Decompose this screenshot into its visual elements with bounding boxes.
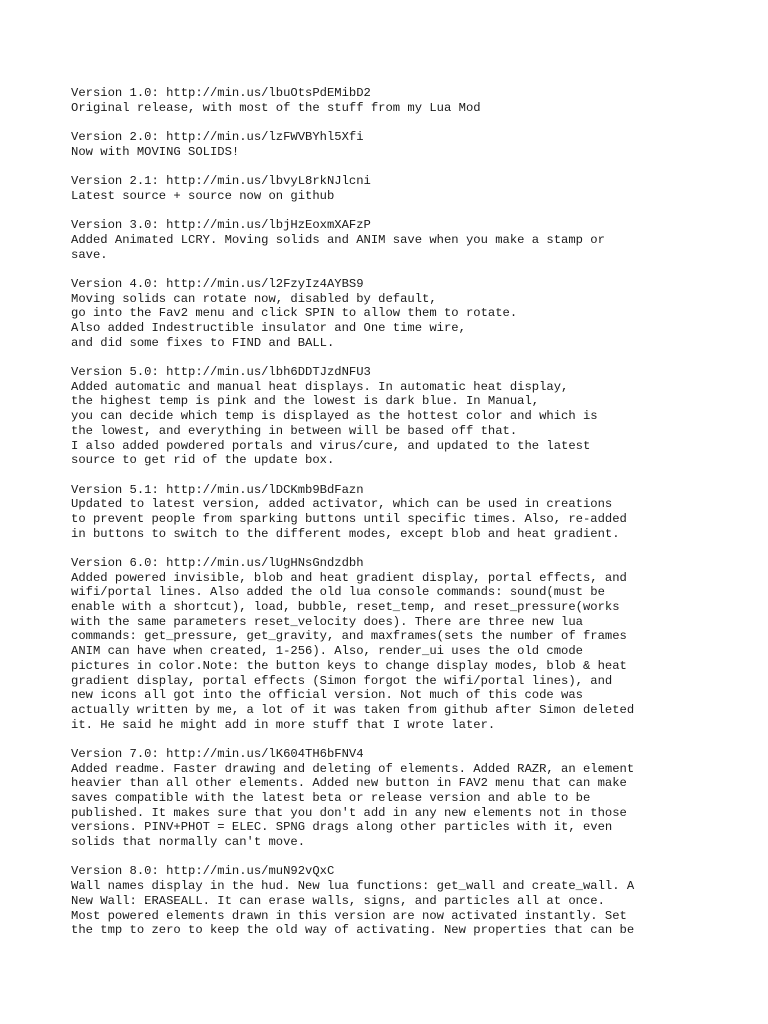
version-entry-4-0 — [71, 277, 711, 350]
description-line: save. — [71, 247, 108, 262]
description-line: source to get rid of the update box. — [71, 453, 335, 468]
description-line: it. He said he might add in more stuff that I wrote later. — [71, 717, 496, 732]
description-line: with the same parameters reset_velocity does). There are three new lua — [71, 614, 583, 629]
changelog-document — [71, 86, 711, 953]
description-line: Added Animated LCRY. Moving solids and ANIM save when you make a stamp or — [71, 232, 605, 247]
description-line: Added automatic and manual heat displays. In automatic heat display, — [71, 379, 569, 394]
version-heading: Version 5.1: http://min.us/lDCKmb9BdFazn — [71, 482, 364, 497]
description-line: Also added Indestructible insulator and One time wire, — [71, 321, 466, 335]
description-line: the lowest, and everything in between will be based off that. — [71, 423, 518, 438]
version-heading: Version 6.0: http://min.us/lUgHNsGndzdbh — [71, 556, 364, 570]
version-heading: Version 3.0: http://min.us/lbjHzEoxmXAFzP — [71, 218, 371, 233]
version-heading: Version 1.0: http://min.us/lbuOtsPdEMibD2 — [71, 86, 371, 100]
version-heading: Version 7.0: http://min.us/lK604TH6bFNV4 — [71, 746, 364, 761]
description-line: Updated to latest version, added activator, which can be used in creations — [71, 497, 613, 512]
description-line: Added readme. Faster drawing and deleting of elements. Added RAZR, an element — [71, 761, 635, 776]
description-line: Original release, with most of the stuff from my Lua Mod — [71, 100, 481, 115]
description-line: Latest source + source now on github — [71, 188, 335, 203]
description-line: the highest temp is pink and the lowest is dark blue. In Manual, — [71, 394, 540, 409]
version-entry-8-0 — [71, 864, 711, 937]
description-line: enable with a shortcut), load, bubble, reset_temp, and reset_pressure(works — [71, 600, 620, 615]
version-entry-5-0 — [71, 365, 711, 468]
version-entry-3-0 — [71, 218, 711, 262]
version-entry-5-1 — [71, 483, 711, 542]
description-line: to prevent people from sparking buttons until specific times. Also, re-added — [71, 511, 627, 526]
version-entry-2-1 — [71, 174, 711, 203]
description-line: wifi/portal lines. Also added the old lua console commands: sound(must be — [71, 585, 605, 600]
description-line: pictures in color.Note: the button keys to change display modes, blob & heat — [71, 658, 627, 673]
description-line: Now with MOVING SOLIDS! — [71, 144, 240, 159]
description-line: in buttons to switch to the different modes, except blob and heat gradient. — [71, 526, 620, 541]
description-line: Added powered invisible, blob and heat gradient display, portal effects, and — [71, 570, 627, 585]
version-entry-1-0 — [71, 86, 711, 115]
description-line: New Wall: ERASEALL. It can erase walls, signs, and particles all at once. — [71, 893, 605, 908]
description-line: versions. PINV+PHOT = ELEC. SPNG drags along other particles with it, even — [71, 820, 613, 835]
description-line: gradient display, portal effects (Simon forgot the wifi/portal lines), and — [71, 673, 613, 688]
description-line: you can decide which temp is displayed as the hottest color and which is — [71, 409, 598, 424]
description-line: heavier than all other elements. Added new button in FAV2 menu that can make — [71, 776, 627, 791]
description-line: saves compatible with the latest beta or release version and able to be — [71, 791, 591, 805]
description-line: go into the Fav2 menu and click SPIN to allow them to rotate. — [71, 306, 518, 321]
description-line: actually written by me, a lot of it was taken from github after Simon deleted — [71, 702, 635, 717]
description-line: new icons all got into the official version. Not much of this code was — [71, 688, 583, 703]
version-heading: Version 5.0: http://min.us/lbh6DDTJzdNFU3 — [71, 365, 371, 380]
description-line: ANIM can have when created, 1-256). Also, render_ui uses the old cmode — [71, 644, 583, 659]
description-line: Moving solids can rotate now, disabled by default, — [71, 291, 437, 306]
version-entry-7-0 — [71, 747, 711, 850]
version-entry-6-0 — [71, 556, 711, 732]
version-heading: Version 8.0: http://min.us/muN92vQxC — [71, 864, 335, 879]
description-line: Wall names display in the hud. New lua functions: get_wall and create_wall. A — [71, 879, 635, 894]
description-line: the tmp to zero to keep the old way of activating. New properties that can be — [71, 923, 635, 938]
version-entry-2-0 — [71, 130, 711, 159]
description-line: and did some fixes to FIND and BALL. — [71, 335, 335, 350]
version-heading: Version 2.0: http://min.us/lzFWVBYhl5Xfi — [71, 130, 364, 145]
version-heading: Version 2.1: http://min.us/lbvyL8rkNJlcni — [71, 174, 371, 189]
version-heading: Version 4.0: http://min.us/l2FzyIz4AYBS9 — [71, 276, 364, 291]
description-line: commands: get_pressure, get_gravity, and maxframes(sets the number of frames — [71, 629, 627, 644]
description-line: Most powered elements drawn in this version are now activated instantly. Set — [71, 908, 627, 923]
description-line: solids that normally can't move. — [71, 835, 306, 850]
description-line: published. It makes sure that you don't add in any new elements not in those — [71, 805, 627, 820]
description-line: I also added powdered portals and virus/cure, and updated to the latest — [71, 438, 591, 453]
